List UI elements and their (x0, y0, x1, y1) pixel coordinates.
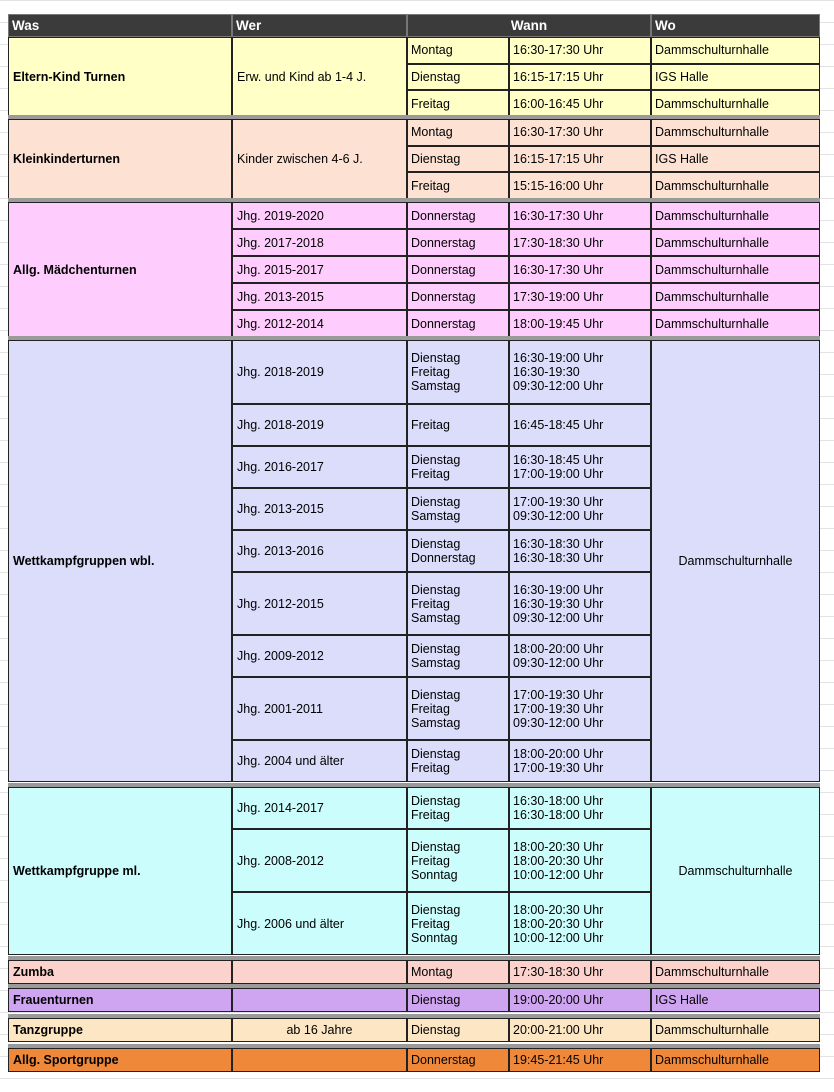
time-line: 16:30-19:00 Uhr (513, 351, 604, 365)
group-name: Allg. Sportgruppe (8, 1048, 232, 1072)
time-line: 16:30-17:30 Uhr (513, 43, 604, 58)
day-line: Dienstag (411, 747, 461, 761)
time-line: 19:00-20:00 Uhr (513, 993, 604, 1007)
group-age: Jhg. 2001-2011 (232, 677, 407, 740)
day-line: Donnerstag (411, 1053, 476, 1067)
group-age: Erw. und Kind ab 1-4 J. (232, 37, 407, 117)
time-line: 17:00-19:00 Uhr (513, 467, 604, 481)
time-cell (509, 1018, 651, 1042)
time-cell (509, 64, 651, 91)
day-line: Freitag (411, 418, 450, 432)
day-line: Montag (411, 965, 453, 979)
day-line: Samstag (411, 509, 461, 523)
time-line: 16:00-16:45 Uhr (513, 96, 604, 111)
day-cell (407, 488, 509, 530)
day-cell (407, 119, 509, 146)
location-cell: Dammschulturnhalle (651, 172, 820, 199)
day-line: Freitag (411, 596, 450, 611)
day-cell (407, 1048, 509, 1072)
time-cell (509, 892, 651, 955)
time-line: 19:45-21:45 Uhr (513, 1053, 604, 1067)
day-line: Dienstag (411, 902, 461, 917)
day-cell (407, 572, 509, 635)
time-cell (509, 530, 651, 572)
day-cell (407, 446, 509, 488)
location-cell: Dammschulturnhalle (651, 283, 820, 310)
time-cell (509, 446, 651, 488)
time-cell (509, 283, 651, 310)
day-line: Freitag (411, 178, 450, 193)
group-age (232, 960, 407, 984)
day-cell (407, 635, 509, 677)
header-was: Was (8, 14, 232, 37)
time-cell (509, 202, 651, 229)
header-wann: Wann (407, 14, 651, 37)
day-line: Freitag (411, 96, 450, 111)
group-age: Jhg. 2013-2016 (232, 530, 407, 572)
time-cell (509, 146, 651, 173)
day-cell (407, 677, 509, 740)
day-line: Sonntag (411, 930, 458, 945)
day-line: Dienstag (411, 582, 461, 597)
day-cell (407, 202, 509, 229)
day-line: Dienstag (411, 687, 461, 702)
group-age (232, 988, 407, 1012)
day-cell (407, 340, 509, 404)
location-cell: Dammschulturnhalle (651, 787, 820, 955)
day-line: Freitag (411, 365, 450, 379)
group-age: Jhg. 2009-2012 (232, 635, 407, 677)
time-line: 18:00-20:00 Uhr (513, 642, 604, 656)
time-cell (509, 404, 651, 446)
day-cell (407, 256, 509, 283)
location-cell: Dammschulturnhalle (651, 202, 820, 229)
group-name: Wettkampfgruppe ml. (8, 787, 232, 955)
day-line: Donnerstag (411, 262, 476, 277)
group-name: Frauenturnen (8, 988, 232, 1012)
group-name: Kleinkinderturnen (8, 119, 232, 199)
day-cell (407, 740, 509, 782)
day-cell (407, 64, 509, 91)
day-cell (407, 146, 509, 173)
header-wer: Wer (232, 14, 407, 37)
time-line: 09:30-12:00 Uhr (513, 656, 604, 670)
location-cell: Dammschulturnhalle (651, 310, 820, 337)
day-line: Samstag (411, 610, 461, 625)
group-age: Jhg. 2015-2017 (232, 256, 407, 283)
time-line: 10:00-12:00 Uhr (513, 867, 604, 882)
time-cell (509, 90, 651, 117)
time-line: 16:30-18:00 Uhr (513, 794, 604, 808)
time-line: 18:00-20:30 Uhr (513, 916, 604, 931)
group-age: Jhg. 2006 und älter (232, 892, 407, 955)
day-line: Dienstag (411, 69, 461, 84)
location-cell: Dammschulturnhalle (651, 256, 820, 283)
time-cell (509, 229, 651, 256)
time-cell (509, 256, 651, 283)
location-cell: IGS Halle (651, 64, 820, 91)
day-line: Montag (411, 125, 453, 140)
time-line: 18:00-20:30 Uhr (513, 902, 604, 917)
time-line: 16:30-17:30 Uhr (513, 125, 604, 140)
time-cell (509, 988, 651, 1012)
day-line: Dienstag (411, 453, 461, 467)
day-line: Donnerstag (411, 551, 476, 565)
day-line: Freitag (411, 467, 450, 481)
day-line: Freitag (411, 853, 450, 868)
day-line: Dienstag (411, 537, 461, 551)
group-name: Eltern-Kind Turnen (8, 37, 232, 117)
day-line: Dienstag (411, 642, 461, 656)
time-line: 18:00-19:45 Uhr (513, 316, 604, 331)
time-line: 18:00-20:30 Uhr (513, 839, 604, 854)
day-cell (407, 404, 509, 446)
day-cell (407, 172, 509, 199)
location-cell: Dammschulturnhalle (651, 340, 820, 782)
time-line: 17:00-19:30 Uhr (513, 761, 604, 775)
group-age: ab 16 Jahre (232, 1018, 407, 1042)
time-cell (509, 677, 651, 740)
day-line: Dienstag (411, 993, 461, 1007)
time-line: 16:15-17:15 Uhr (513, 151, 604, 166)
location-cell: IGS Halle (651, 988, 820, 1012)
group-name: Tanzgruppe (8, 1018, 232, 1042)
day-cell (407, 283, 509, 310)
day-cell (407, 90, 509, 117)
time-line: 17:30-18:30 Uhr (513, 235, 604, 250)
day-line: Dienstag (411, 351, 461, 365)
day-line: Sonntag (411, 867, 458, 882)
location-cell: Dammschulturnhalle (651, 119, 820, 146)
time-line: 16:45-18:45 Uhr (513, 418, 604, 432)
day-cell (407, 1018, 509, 1042)
location-cell: Dammschulturnhalle (651, 37, 820, 64)
group-name: Allg. Mädchenturnen (8, 202, 232, 337)
time-cell (509, 740, 651, 782)
day-line: Montag (411, 43, 453, 58)
group-age: Kinder zwischen 4-6 J. (232, 119, 407, 199)
time-line: 09:30-12:00 Uhr (513, 379, 604, 393)
time-line: 16:30-17:30 Uhr (513, 208, 604, 223)
day-line: Donnerstag (411, 289, 476, 304)
day-line: Donnerstag (411, 316, 476, 331)
time-line: 16:30-18:30 Uhr (513, 551, 604, 565)
group-age: Jhg. 2004 und älter (232, 740, 407, 782)
day-cell (407, 310, 509, 337)
location-cell: Dammschulturnhalle (651, 229, 820, 256)
group-age: Jhg. 2019-2020 (232, 202, 407, 229)
time-line: 16:30-19:30 (513, 365, 580, 379)
time-cell (509, 172, 651, 199)
day-line: Samstag (411, 379, 461, 393)
group-age: Jhg. 2018-2019 (232, 340, 407, 404)
time-cell (509, 829, 651, 892)
time-line: 16:30-19:30 Uhr (513, 596, 604, 611)
day-cell (407, 892, 509, 955)
group-age (232, 1048, 407, 1072)
time-line: 15:15-16:00 Uhr (513, 178, 604, 193)
time-cell (509, 310, 651, 337)
time-line: 16:30-19:00 Uhr (513, 582, 604, 597)
day-cell (407, 829, 509, 892)
time-line: 10:00-12:00 Uhr (513, 930, 604, 945)
time-cell (509, 1048, 651, 1072)
time-line: 09:30-12:00 Uhr (513, 715, 604, 730)
time-line: 20:00-21:00 Uhr (513, 1023, 604, 1037)
day-cell (407, 37, 509, 64)
time-line: 16:15-17:15 Uhr (513, 69, 604, 84)
time-line: 17:30-19:00 Uhr (513, 289, 604, 304)
day-line: Freitag (411, 916, 450, 931)
location-cell: IGS Halle (651, 146, 820, 173)
group-age: Jhg. 2018-2019 (232, 404, 407, 446)
day-line: Dienstag (411, 794, 461, 808)
day-cell (407, 960, 509, 984)
day-line: Donnerstag (411, 235, 476, 250)
time-cell (509, 488, 651, 530)
day-line: Samstag (411, 715, 461, 730)
time-cell (509, 37, 651, 64)
time-line: 09:30-12:00 Uhr (513, 509, 604, 523)
day-line: Freitag (411, 761, 450, 775)
group-age: Jhg. 2016-2017 (232, 446, 407, 488)
group-age: Jhg. 2008-2012 (232, 829, 407, 892)
group-age: Jhg. 2017-2018 (232, 229, 407, 256)
time-line: 18:00-20:30 Uhr (513, 853, 604, 868)
group-age: Jhg. 2012-2015 (232, 572, 407, 635)
time-line: 17:30-18:30 Uhr (513, 965, 604, 979)
time-line: 09:30-12:00 Uhr (513, 610, 604, 625)
day-cell (407, 229, 509, 256)
group-age: Jhg. 2013-2015 (232, 488, 407, 530)
day-cell (407, 787, 509, 829)
day-line: Dienstag (411, 151, 461, 166)
time-line: 18:00-20:00 Uhr (513, 747, 604, 761)
group-age: Jhg. 2013-2015 (232, 283, 407, 310)
group-age: Jhg. 2012-2014 (232, 310, 407, 337)
time-line: 16:30-18:45 Uhr (513, 453, 604, 467)
time-cell (509, 340, 651, 404)
time-cell (509, 635, 651, 677)
time-line: 17:00-19:30 Uhr (513, 495, 604, 509)
time-line: 16:30-17:30 Uhr (513, 262, 604, 277)
time-cell (509, 787, 651, 829)
time-line: 17:00-19:30 Uhr (513, 687, 604, 702)
location-cell: Dammschulturnhalle (651, 1018, 820, 1042)
group-name: Zumba (8, 960, 232, 984)
location-cell: Dammschulturnhalle (651, 960, 820, 984)
day-line: Dienstag (411, 1023, 461, 1037)
location-cell: Dammschulturnhalle (651, 1048, 820, 1072)
day-line: Dienstag (411, 495, 461, 509)
group-age: Jhg. 2014-2017 (232, 787, 407, 829)
day-line: Samstag (411, 656, 461, 670)
day-cell (407, 530, 509, 572)
group-name: Wettkampfgruppen wbl. (8, 340, 232, 782)
day-line: Dienstag (411, 839, 461, 854)
time-line: 16:30-18:00 Uhr (513, 808, 604, 822)
day-line: Donnerstag (411, 208, 476, 223)
day-cell (407, 988, 509, 1012)
day-line: Freitag (411, 808, 450, 822)
location-cell: Dammschulturnhalle (651, 90, 820, 117)
header-wo: Wo (651, 14, 820, 37)
time-cell (509, 119, 651, 146)
time-cell (509, 572, 651, 635)
day-line: Freitag (411, 701, 450, 716)
time-cell (509, 960, 651, 984)
time-line: 16:30-18:30 Uhr (513, 537, 604, 551)
time-line: 17:00-19:30 Uhr (513, 701, 604, 716)
